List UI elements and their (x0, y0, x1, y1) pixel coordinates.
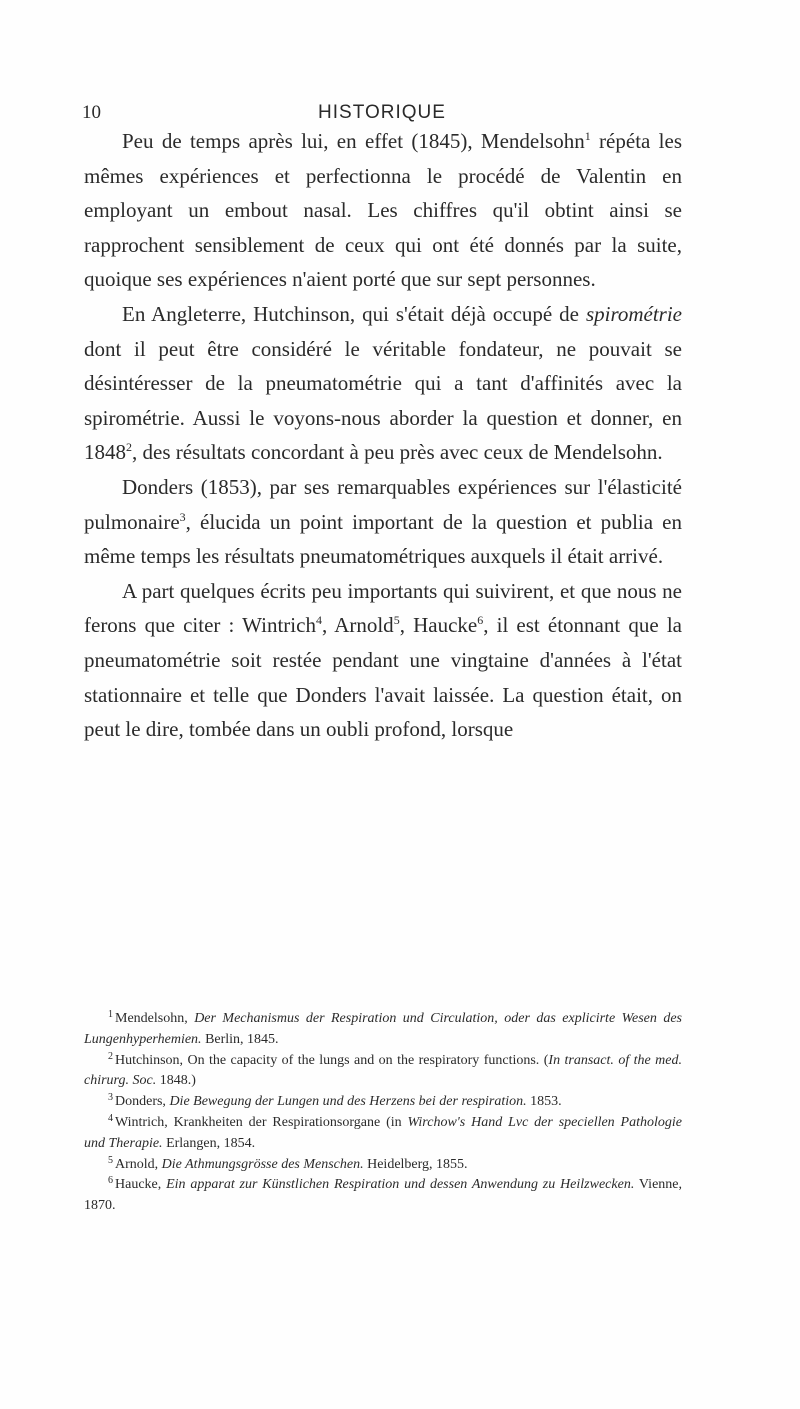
footnote-ref: 3 (179, 509, 186, 524)
italic-text: In transact. of the med. chirurg. Soc. (84, 1052, 682, 1089)
paragraph (84, 574, 682, 747)
footnote (84, 1092, 682, 1113)
text-run: , Arnold (321, 613, 394, 638)
footnote-ref: 4 (315, 613, 322, 628)
text-run: Heidelberg, 1855. (363, 1156, 468, 1172)
footnote (84, 1051, 682, 1093)
footnote-ref: 1 (584, 129, 591, 143)
italic-text: Der Mechanismus der Respiration und Circulation, oder das explicirte Wesen des Lungenhyperhemien. (84, 1011, 682, 1047)
footnote-number: 5 (108, 1154, 113, 1166)
text-run: Hutchinson, On the capacity of the lungs and on the respiratory functions. ( (115, 1052, 549, 1068)
paragraph (84, 470, 682, 574)
footnote-ref: 2 (126, 440, 132, 455)
paragraph (84, 124, 682, 297)
italic-text: Wirchow's Hand Lvc der speciellen Pathologie und Therapie. (84, 1114, 682, 1151)
text-run: En Angleterre, Hutchinson, qui s'était déjà occupé de (122, 301, 586, 326)
text-run: Donders (1853), par ses remarquables expériences sur l'élasticité pulmonaire (84, 474, 682, 534)
footnote-ref: 6 (477, 613, 484, 628)
text-run: , Haucke (399, 613, 478, 638)
text-run: Donders, (115, 1094, 170, 1110)
footnotes (84, 1009, 682, 1217)
footnote-number: 2 (108, 1050, 113, 1062)
footnote-number: 4 (108, 1112, 113, 1124)
text-run: répéta les mêmes expériences et perfectionna le procédé de Valentin en employant un embout nasal. Les chiffres qu'il obtint ainsi se rapprochent sensiblement de ceux qui ont été donnés par la suite, quoique ses expériences n'aient porté que sur sept personnes. (84, 129, 682, 292)
running-head: HISTORIQUE (318, 102, 446, 123)
text-run: 1853. (526, 1094, 562, 1110)
italic-text: Die Athmungsgrösse des Menschen. (161, 1156, 364, 1172)
text-run: Haucke, (115, 1177, 167, 1193)
text-run: 1848.) (156, 1073, 196, 1089)
text-run: Mendelsohn, (115, 1011, 195, 1026)
footnote (84, 1175, 682, 1217)
footnote (84, 1113, 682, 1155)
italic-text: spirométrie (585, 301, 682, 326)
text-run: Vienne, 1870. (84, 1177, 682, 1214)
text-run: , élucida un point important de la question et publia en même temps les résultats pneumatométriques auxquels il était arrivé. (84, 509, 682, 569)
footnote (84, 1009, 682, 1051)
footnote-number: 3 (108, 1092, 113, 1104)
italic-text: Die Bewegung der Lungen und des Herzens bei der respiration. (169, 1094, 527, 1110)
text-run: , des résultats concordant à peu près avec ceux de Mendelsohn. (132, 440, 663, 465)
italic-text: Ein apparat zur Künstlichen Respiration und dessen Anwendung zu Heilzwecken. (166, 1177, 635, 1193)
paragraph (84, 297, 682, 470)
text-run: Wintrich, Krankheiten der Respirationsorgane (in (115, 1114, 408, 1130)
page-number: 10 (82, 102, 101, 123)
footnote-number: 6 (108, 1175, 113, 1187)
text-run: Erlangen, 1854. (162, 1135, 256, 1151)
text-run: Arnold, (115, 1156, 162, 1172)
text-run: A part quelques écrits peu importants qui suivirent, et que nous ne ferons que citer : Wintrich (84, 578, 682, 638)
body-text (84, 124, 682, 747)
footnote-ref: 5 (393, 613, 400, 628)
text-run: Berlin, 1845. (201, 1031, 279, 1047)
text-run: dont il peut être considéré le véritable fondateur, ne pouvait se désintéresser de la pneumatométrie qui a tant d'affinités avec la spirométrie. Aussi le voyons-nous aborder la question et donner, en 1848 (84, 336, 682, 465)
footnote (84, 1155, 682, 1176)
text-run: Peu de temps après lui, en effet (1845), Mendelsohn (122, 129, 585, 153)
text-run: , il est étonnant que la pneumatométrie soit restée pendant une vingtaine d'années à l'état stationnaire et telle que Donders l'avait laissée. La question était, on peut le dire, tombée dans un oubli profond, lorsque (84, 613, 682, 742)
footnote-number: 1 (108, 1009, 113, 1020)
